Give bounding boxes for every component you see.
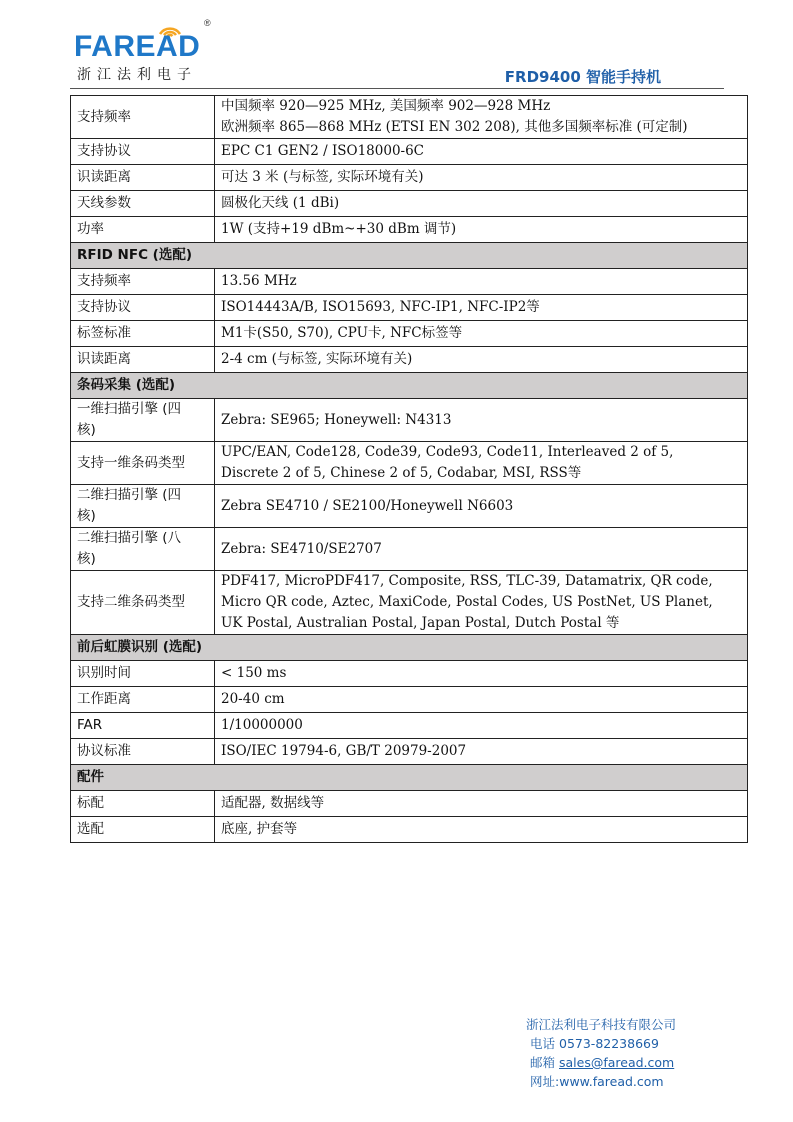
phone-number: 0573-82238669 — [559, 1036, 659, 1051]
spec-value — [215, 713, 748, 739]
website-label: 网址: — [530, 1074, 560, 1089]
spec-value — [215, 269, 748, 295]
spec-label: 协议标准 — [71, 739, 215, 765]
spec-label — [71, 399, 215, 442]
spec-label: 选配 — [71, 817, 215, 843]
spec-row — [71, 269, 748, 295]
spec-label: 支持频率 — [71, 96, 215, 139]
spec-value-line: Discrete 2 of 5, Chinese 2 of 5, Codabar, MSI, RSS等 — [221, 465, 582, 481]
spec-value — [215, 139, 748, 165]
spec-value-line: Zebra SE4710 / SE2100/Honeywell N6603 — [221, 497, 514, 514]
spec-value-line: 13.56 MHz — [221, 273, 297, 289]
spec-value-line: 适配器, 数据线等 — [221, 795, 325, 811]
contact-footer — [526, 1015, 676, 1091]
spec-row — [71, 713, 748, 739]
spec-label: 工作距离 — [71, 687, 215, 713]
spec-label: 支持协议 — [71, 139, 215, 165]
spec-value-line: Micro QR code, Aztec, MaxiCode, Postal Codes, US PostNet, US Planet, — [221, 594, 713, 610]
spec-row — [71, 96, 748, 139]
spec-value-line: PDF417, MicroPDF417, Composite, RSS, TLC-39, Datamatrix, QR code, — [221, 573, 713, 589]
spec-value — [215, 528, 748, 571]
section-header — [71, 635, 748, 661]
spec-value — [215, 571, 748, 635]
spec-value-line: 可达 3 米 (与标签, 实际环境有关) — [221, 169, 424, 185]
company-name: 浙江法利电子科技有限公司 — [526, 1017, 677, 1032]
spec-label: 识读距离 — [71, 165, 215, 191]
spec-row — [71, 442, 748, 485]
spec-label-line: 一维扫描引擎 (四 — [77, 401, 182, 417]
spec-label — [71, 528, 215, 571]
document-title: FRD9400 智能手持机 — [504, 68, 661, 86]
spec-label: 识别时间 — [71, 661, 215, 687]
spec-label-line: 二维扫描引擎 (八 — [77, 530, 182, 546]
email-line — [526, 1053, 676, 1072]
spec-row — [71, 739, 748, 765]
spec-value — [215, 661, 748, 687]
spec-label-line: 二维扫描引擎 (四 — [77, 487, 182, 503]
spec-row — [71, 321, 748, 347]
spec-value-line: ISO/IEC 19794-6, GB/T 20979-2007 — [221, 743, 467, 759]
spec-label: 标签标准 — [71, 321, 215, 347]
spec-value — [215, 485, 748, 528]
spec-value — [215, 442, 748, 485]
spec-row — [71, 347, 748, 373]
spec-value-line: 1W (支持+19 dBm~+30 dBm 调节) — [221, 221, 457, 237]
spec-label — [71, 485, 215, 528]
phone-label: 电话 — [530, 1036, 556, 1051]
spec-row — [71, 791, 748, 817]
spec-value-line: UPC/EAN, Code128, Code39, Code93, Code11, Interleaved 2 of 5, — [221, 444, 674, 460]
section-title: 前后虹膜识别 (选配) — [71, 635, 748, 661]
spec-value — [215, 739, 748, 765]
spec-row — [71, 191, 748, 217]
spec-label: 支持一维条码类型 — [71, 442, 215, 485]
spec-value-line: Zebra: SE965; Honeywell: N4313 — [221, 411, 452, 428]
spec-value — [215, 791, 748, 817]
spec-row — [71, 139, 748, 165]
header-divider — [70, 88, 724, 89]
spec-value — [215, 399, 748, 442]
spec-row — [71, 295, 748, 321]
spec-value-line: 中国频率 920—925 MHz, 美国频率 902—928 MHz — [221, 98, 551, 114]
spec-row — [71, 399, 748, 442]
spec-label: 支持协议 — [71, 295, 215, 321]
spec-row — [71, 571, 748, 635]
spec-value — [215, 217, 748, 243]
spec-row — [71, 485, 748, 528]
spec-value — [215, 96, 748, 139]
spec-value — [215, 817, 748, 843]
spec-value-line: < 150 ms — [221, 665, 287, 681]
spec-value-line: M1卡(S50, S70), CPU卡, NFC标签等 — [221, 325, 463, 341]
spec-value-line: 1/10000000 — [221, 717, 303, 733]
spec-value — [215, 295, 748, 321]
spec-value-line: 欧洲频率 865—868 MHz (ETSI EN 302 208), 其他多国频率标准 (可定制) — [221, 119, 688, 135]
phone-line — [526, 1034, 676, 1053]
website-url: www.faread.com — [559, 1074, 664, 1089]
spec-label: FAR — [71, 713, 215, 739]
spec-label: 天线参数 — [71, 191, 215, 217]
spec-label: 支持二维条码类型 — [71, 571, 215, 635]
spec-row — [71, 661, 748, 687]
spec-value — [215, 191, 748, 217]
spec-row — [71, 217, 748, 243]
registered-mark: ® — [204, 18, 211, 28]
spec-row — [71, 165, 748, 191]
spec-value-line: Zebra: SE4710/SE2707 — [221, 540, 382, 557]
section-title: 配件 — [71, 765, 748, 791]
spec-label: 支持频率 — [71, 269, 215, 295]
spec-label: 识读距离 — [71, 347, 215, 373]
spec-value — [215, 321, 748, 347]
spec-value-line: 20-40 cm — [221, 691, 285, 707]
spec-label-line: 核) — [77, 551, 96, 567]
spec-value-line: 2-4 cm (与标签, 实际环境有关) — [221, 351, 413, 367]
section-header — [71, 373, 748, 399]
section-header — [71, 765, 748, 791]
spec-row — [71, 817, 748, 843]
email-link[interactable]: sales@faread.com — [559, 1055, 675, 1070]
spec-label: 功率 — [71, 217, 215, 243]
section-title: RFID NFC (选配) — [71, 243, 748, 269]
section-header — [71, 243, 748, 269]
spec-row — [71, 528, 748, 571]
spec-value — [215, 347, 748, 373]
email-label: 邮箱 — [530, 1055, 556, 1070]
spec-label-line: 核) — [77, 422, 96, 438]
spec-row — [71, 687, 748, 713]
spec-value — [215, 687, 748, 713]
spec-value-line: 底座, 护套等 — [221, 821, 298, 837]
logo-wordmark: FAREAD — [74, 30, 201, 63]
spec-label-line: 核) — [77, 508, 96, 524]
company-logo — [70, 14, 220, 84]
spec-value-line: 圆极化天线 (1 dBi) — [221, 195, 340, 211]
spec-value — [215, 165, 748, 191]
spec-value-line: EPC C1 GEN2 / ISO18000-6C — [221, 143, 425, 159]
section-title: 条码采集 (选配) — [71, 373, 748, 399]
logo-subtitle: 浙江法利电子 — [77, 67, 197, 83]
spec-value-line: UK Postal, Australian Postal, Japan Postal, Dutch Postal 等 — [221, 615, 620, 631]
website-line — [526, 1072, 676, 1091]
spec-table — [70, 95, 748, 843]
spec-label: 标配 — [71, 791, 215, 817]
spec-value-line: ISO14443A/B, ISO15693, NFC-IP1, NFC-IP2等 — [221, 299, 540, 315]
